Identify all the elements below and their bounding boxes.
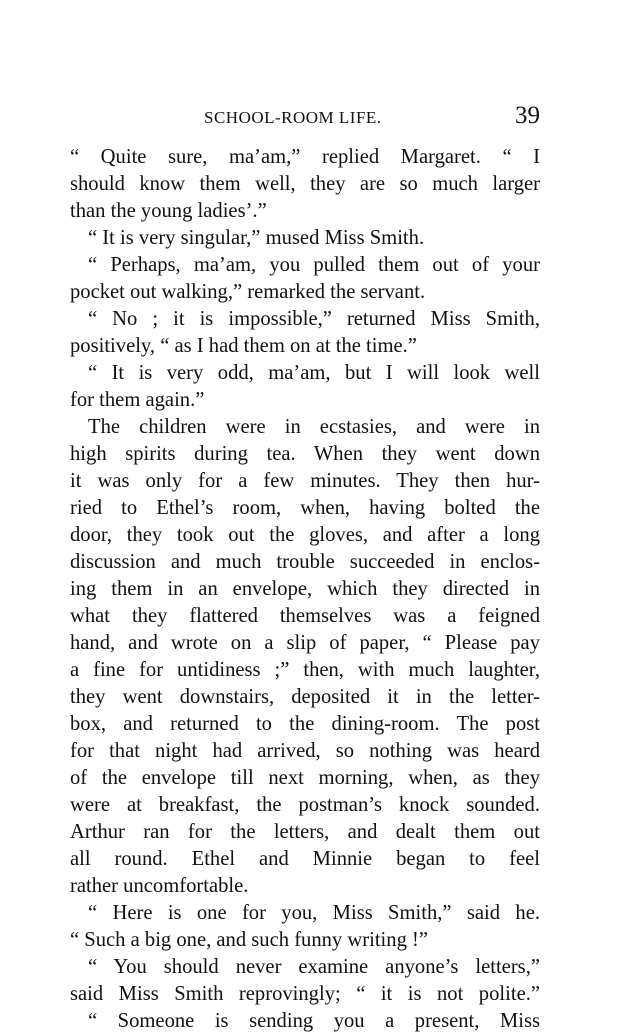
page-header [70,102,540,142]
text-line: what they flattered themselves was a feigned [70,605,540,627]
page-number: 39 [515,102,540,129]
text-line: “ Quite sure, ma’am,” replied Margaret. “ I [70,146,540,168]
text-line: for that night had arrived, so nothing was heard [70,740,540,762]
text-line: than the young ladies’.” [70,200,267,222]
text-line: “ It is very singular,” mused Miss Smith. [88,227,425,249]
text-line: were at breakfast, the postman’s knock sounded. [70,794,540,816]
text-line: pocket out walking,” remarked the servant. [70,281,426,303]
text-line: “ Someone is sending you a present, Miss [88,1010,540,1032]
text-line: should know them well, they are so much larger [70,173,540,195]
text-line: door, they took out the gloves, and after a long [70,524,540,546]
running-head: SCHOOL-ROOM LIFE. [204,108,382,127]
text-line: positively, “ as I had them on at the time.” [70,335,417,357]
text-line: for them again.” [70,389,205,411]
text-line: it was only for a few minutes. They then hur- [70,470,540,492]
text-line: “ Such a big one, and such funny writing !” [70,929,429,951]
text-line: said Miss Smith reprovingly; “ it is not polite.” [70,983,540,1005]
text-line: “ Perhaps, ma’am, you pulled them out of your [88,254,540,276]
text-line: all round. Ethel and Minnie began to feel [70,848,540,870]
text-line: Arthur ran for the letters, and dealt them out [70,821,540,843]
text-line: The children were in ecstasies, and were in [88,416,540,438]
text-line: a fine for untidiness ;” then, with much laughter, [70,659,540,681]
text-line: ried to Ethel’s room, when, having bolted the [70,497,540,519]
text-line: “ No ; it is impossible,” returned Miss Smith, [88,308,540,330]
text-line: ing them in an envelope, which they directed in [70,578,540,600]
text-line: rather uncomfortable. [70,875,249,897]
text-line: discussion and much trouble succeeded in enclos- [70,551,540,573]
text-line: high spirits during tea. When they went down [70,443,540,465]
text-line: “ Here is one for you, Miss Smith,” said he. [88,902,540,924]
text-line: “ You should never examine anyone’s letters,” [88,956,540,978]
text-line: of the envelope till next morning, when, as they [70,767,540,789]
text-line: they went downstairs, deposited it in the letter- [70,686,540,708]
text-line: box, and returned to the dining-room. The post [70,713,540,735]
text-line: hand, and wrote on a slip of paper, “ Please pay [70,632,540,654]
text-line: “ It is very odd, ma’am, but I will look well [88,362,540,384]
